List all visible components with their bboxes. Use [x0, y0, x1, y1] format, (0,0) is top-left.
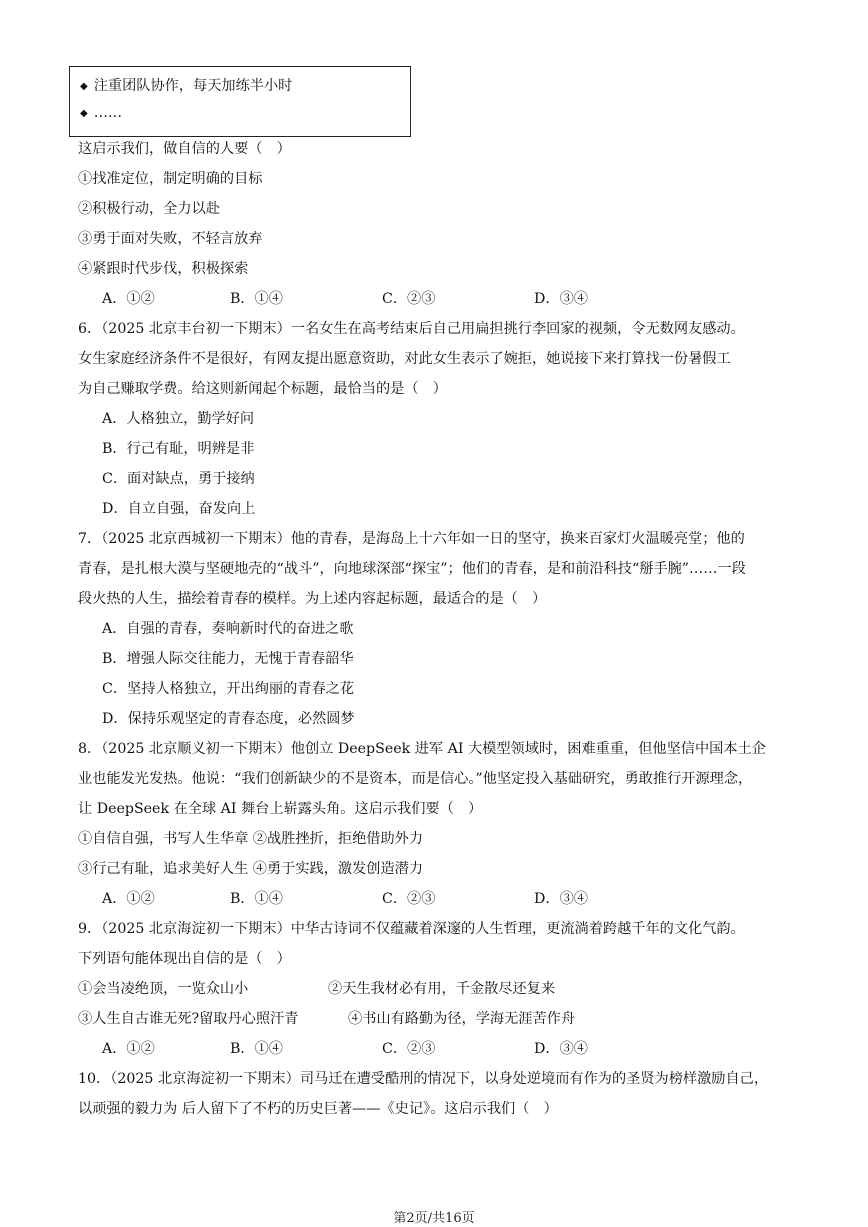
question-line: 6．（2025 北京丰台初一下期末）一名女生在高考结束后自己用扁担挑行李回家的视频，令无数网友感动。 — [78, 321, 745, 337]
question-line: 让 DeepSeek 在全球 AI 舞台上崭露头角。这启示我们要（ ） — [78, 801, 483, 817]
option-c[interactable]: C．②③ — [382, 291, 436, 307]
option-c[interactable]: C．面对缺点，勇于接纳 — [102, 471, 255, 487]
statement: ③勇于面对失败，不轻言放弃 — [78, 231, 263, 247]
option-d[interactable]: D．③④ — [534, 891, 588, 907]
option-b[interactable]: B．①④ — [230, 891, 283, 907]
statement: ①找准定位，制定明确的目标 — [78, 171, 263, 187]
question-line: 8．（2025 北京顺义初一下期末）他创立 DeepSeek 进军 AI 大模型领域时，困难重重，但他坚信中国本土企 — [78, 741, 766, 757]
option-a[interactable]: A．自强的青春，奏响新时代的奋进之歌 — [102, 621, 354, 637]
statement: ②积极行动，全力以赴 — [78, 201, 220, 217]
question-line: 段火热的人生，描绘着青春的模样。为上述内容起标题，最适合的是（ ） — [78, 591, 547, 607]
option-d[interactable]: D．自立自强，奋发向上 — [102, 501, 256, 517]
question-line: 7．（2025 北京西城初一下期末）他的青春，是海岛上十六年如一日的坚守，换来百家灯火温暖亮堂；他的 — [78, 531, 745, 547]
option-b[interactable]: B．①④ — [230, 1041, 283, 1057]
box-item: ◆ 注重团队协作，每天加练半小时 — [80, 78, 293, 94]
statement: ①会当凌绝顶，一览众山小 — [78, 981, 249, 997]
option-a[interactable]: A．①② — [102, 891, 155, 907]
question-line: 以顽强的毅力为 后人留下了不朽的历史巨著——《史记》。这启示我们（ ） — [78, 1101, 558, 1117]
diamond-bullet-icon: ◆ — [80, 81, 88, 92]
question-line: 下列语句能体现出自信的是（ ） — [78, 951, 291, 967]
question-line: 青春，是扎根大漠与坚硬地壳的“战斗”，向地球深部“探宝”；他们的青春，是和前沿科技“掰手腕”……一段 — [78, 561, 746, 577]
statement: ④紧跟时代步伐，积极探索 — [78, 261, 249, 277]
statement: ①自信自强，书写人生华章 ②战胜挫折，拒绝借助外力 — [78, 831, 424, 847]
option-a[interactable]: A．①② — [102, 1041, 155, 1057]
option-c[interactable]: C．②③ — [382, 891, 436, 907]
page-number: 第2页/共16页 — [393, 1211, 475, 1226]
option-d[interactable]: D．保持乐观坚定的青春态度，必然圆梦 — [102, 711, 355, 727]
option-d[interactable]: D．③④ — [534, 291, 588, 307]
option-a[interactable]: A．人格独立，勤学好问 — [102, 411, 255, 427]
statement: ③人生自古谁无死?留取丹心照汗青 — [78, 1011, 299, 1027]
option-b[interactable]: B．增强人际交往能力，无愧于青春韶华 — [102, 651, 354, 667]
option-c[interactable]: C．②③ — [382, 1041, 436, 1057]
question-line: 10．（2025 北京海淀初一下期末）司马迁在遭受酷刑的情况下，以身处逆境而有作为的圣贤为榜样激励自己， — [78, 1071, 769, 1087]
option-b[interactable]: B．①④ — [230, 291, 283, 307]
box-item: ◆ …… — [80, 105, 123, 121]
option-d[interactable]: D．③④ — [534, 1041, 588, 1057]
option-c[interactable]: C．坚持人格独立，开出绚丽的青春之花 — [102, 681, 355, 697]
quote-box — [69, 66, 411, 137]
statement: ③行己有耻，追求美好人生 ④勇于实践，激发创造潜力 — [78, 861, 424, 877]
diamond-bullet-icon: ◆ — [80, 108, 88, 119]
question-line: 为自己赚取学费。给这则新闻起个标题，最恰当的是（ ） — [78, 381, 447, 397]
option-b[interactable]: B．行己有耻，明辨是非 — [102, 441, 255, 457]
question-line: 业也能发光发热。他说：“我们创新缺少的不是资本，而是信心。”他坚定投入基础研究，勇敢推行开源理念， — [78, 771, 753, 787]
question-line: 女生家庭经济条件不是很好，有网友提出愿意资助，对此女生表示了婉拒，她说接下来打算找一份暑假工 — [78, 351, 731, 367]
option-a[interactable]: A．①② — [102, 291, 155, 307]
question-line: 9．（2025 北京海淀初一下期末）中华古诗词不仅蕴藏着深邃的人生哲理，更流淌着跨越千年的文化气韵。 — [78, 921, 745, 937]
statement: ④书山有路勤为径，学海无涯苦作舟 — [348, 1011, 576, 1027]
question-stem: 这启示我们，做自信的人要（ ） — [78, 141, 291, 157]
statement: ②天生我材必有用，千金散尽还复来 — [328, 981, 556, 997]
